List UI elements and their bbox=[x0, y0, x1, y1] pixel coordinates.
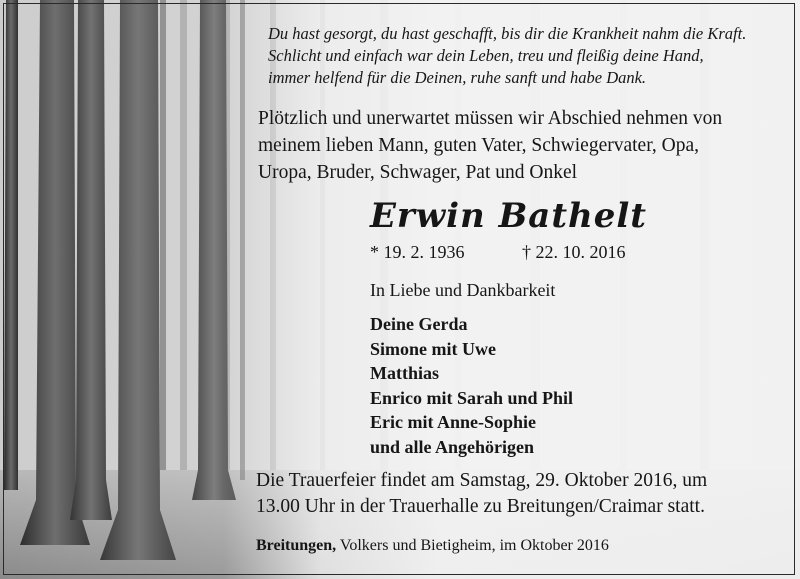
announcement-line: Uropa, Bruder, Schwager, Pat und Onkel bbox=[258, 162, 578, 183]
announcement-text bbox=[258, 105, 778, 186]
poem-line: Du hast gesorgt, du hast geschafft, bis dir die Krankheit nahm die Kraft. bbox=[268, 24, 747, 43]
mourner-entry: Eric mit Anne-Sophie bbox=[370, 412, 537, 432]
mourners-list bbox=[370, 312, 573, 459]
place-and-date bbox=[256, 537, 609, 555]
poem-line: Schlicht und einfach war dein Leben, treu und fleißig deine Hand, bbox=[268, 46, 704, 65]
mourner-entry: und alle Angehörigen bbox=[370, 436, 535, 457]
service-line: Die Trauerfeier findet am Samstag, 29. Oktober 2016, um bbox=[256, 470, 708, 491]
deceased-name: Erwin Bathelt bbox=[370, 196, 648, 236]
poem-line: immer helfend für die Deinen, ruhe sanft und habe Dank. bbox=[268, 68, 647, 87]
funeral-service-info bbox=[256, 468, 707, 520]
place-name: Breitungen, bbox=[256, 537, 337, 554]
service-line: 13.00 Uhr in der Trauerhalle zu Breitungen/Craimar statt. bbox=[256, 496, 705, 517]
life-dates bbox=[370, 242, 626, 263]
birth-date: * 19. 2. 1936 bbox=[370, 242, 465, 262]
mourner-entry: Simone mit Uwe bbox=[370, 338, 496, 359]
announcement-line: meinem lieben Mann, guten Vater, Schwiegervater, Opa, bbox=[258, 135, 700, 156]
death-date: † 22. 10. 2016 bbox=[522, 242, 626, 262]
mourner-entry: Deine Gerda bbox=[370, 314, 468, 334]
place-details: Volkers und Bietigheim, im Oktober 2016 bbox=[336, 537, 609, 554]
memorial-poem bbox=[268, 23, 788, 89]
dedication-line: In Liebe und Dankbarkeit bbox=[370, 280, 556, 300]
announcement-line: Plötzlich und unerwartet müssen wir Abschied nehmen von bbox=[258, 108, 723, 129]
mourner-entry: Matthias bbox=[370, 363, 439, 383]
mourner-entry: Enrico mit Sarah und Phil bbox=[370, 387, 574, 408]
